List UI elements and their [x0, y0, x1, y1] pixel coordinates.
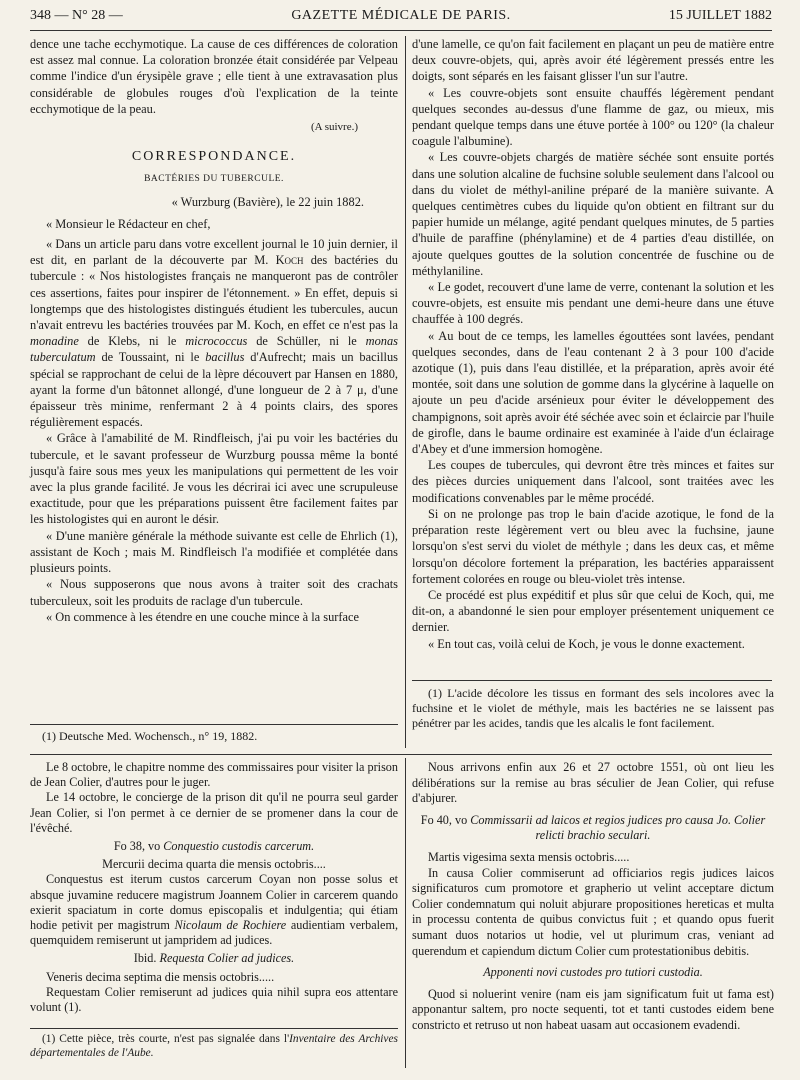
paragraph: « D'une manière générale la méthode suivante est celle de Ehrlich (1), assistant de Koch ; mais M. Rindfleisch l'a modifiée et complétée dans plusieurs points.: [30, 528, 398, 576]
footnote-rule: [412, 680, 772, 681]
paragraph: In causa Colier commiserunt ad officiarios regis judices laicos significaturos cum promotore et grapherio ut velint acceptare dictum Colier condemnatum qui noluit abjurare propositiones hereticas et multa in processu contenta de quibus convictus fuit ; et quando opus fuerit sumant duos notarios ut hodie, vel ut plurimum cras, veniant ad querendum et capiendum dictum Colier cum protestationibus debitis.: [412, 865, 774, 958]
page-number: 348 — N° 28 —: [30, 8, 123, 23]
section-subtitle: BACTÉRIES DU TUBERCULE.: [144, 174, 284, 185]
paragraph: « On commence à les étendre en une couche mince à la surface: [46, 609, 360, 624]
paragraph: « En tout cas, voilà celui de Koch, je vous le donne exactement.: [428, 636, 745, 651]
section-divider: [30, 754, 772, 755]
paragraph: « Le godet, recouvert d'une lame de verre, contenant la solution et les couvre-objets, est ensuite mis pendant une demi-heure dans une étuve chauffée à 100 degrés.: [412, 280, 774, 327]
paragraph: « Nous supposerons que nous avons à traiter soit des crachats tuberculeux, soit les produits de raclage d'un tubercule.: [30, 577, 398, 608]
column-divider: [405, 758, 406, 1068]
left-footnote: (1) Deutsche Med. Wochensch., n° 19, 1882.: [42, 729, 258, 743]
header-rule: [30, 30, 772, 31]
paragraph: d'une lamelle, ce qu'on fait facilement en plaçant un peu de matière entre deux couvre-objets, qui, après avoir été légèrement pressés entre les doigts, sont séparés en les faisant glisser l'un sur l'autre.: [412, 37, 774, 84]
paragraph: Requestam Colier remiserunt ad judices quia nihil supra eos attentare volunt (1).: [30, 984, 398, 1015]
left-column: [30, 36, 398, 625]
issue-date: 15 JUILLET 1882: [668, 8, 772, 23]
paragraph: Veneris decima septima die mensis octobris.....: [46, 969, 275, 984]
right-footnote: (1) L'acide décolore les tissus en formant des sels incolores avec la fuchsine et le violet de méthyle, mais les bactéries ne se laissent pas pénétrer par les acides, tandis que les alcalis le font facilement.: [412, 686, 774, 730]
paragraph: Nous arrivons enfin aux 26 et 27 octobre 1551, où ont lieu les délibérations sur la remise au bras séculier de Jean Colier, qui refuse d'abjurer.: [412, 760, 774, 806]
paragraph: « Grâce à l'amabilité de M. Rindfleisch, j'ai pu voir les bactéries du tubercule, et le savant professeur de Wurzburg poussa même la bonté jusqu'à faire sous mes yeux les manipulations qui permettent de les voir avec la plus grande facilité. Je vous les décrirai ici avec une scrupuleuse exactitude, pour que les préparations puissent être facilement faites par les histologistes qui en auront le désir.: [30, 431, 398, 527]
footnote-rule: [30, 1028, 398, 1029]
journal-title: GAZETTE MÉDICALE DE PARIS.: [291, 8, 511, 23]
paragraph: Si on ne prolonge pas trop le bain d'acide azotique, le fond de la préparation reste légèrement vert ou bleu avec la fuchsine, jaune lorsqu'on s'est servi du violet de méthyle ; dans les deux cas, et même lorsqu'on décolore fortement la préparation, les bactéries apparaissent fortement colorées en rouge ou bleu-violet très intense.: [412, 506, 774, 586]
paragraph: Quod si noluerint venire (nam eis jam significatum fuit ut fama est) apponantur saltem, pro nocte sequenti, tot et tanti custodes eidem bene constricto et retruso ut non habeat uasam aut occasionem evadendi.: [412, 986, 774, 1032]
paragraph: Mercurii decima quarta die mensis octobris....: [102, 857, 326, 872]
section-title: CORRESPONDANCE.: [131, 149, 297, 165]
letter-dateline: « Wurzburg (Bavière), le 22 juin 1882.: [171, 194, 364, 209]
document-heading: Fo 40, vo Commissarii ad laicos et regios judices pro causa Jo. Colier relicti brachio seculari.: [420, 812, 766, 843]
paragraph: Le 14 octobre, le concierge de la prison dit qu'il ne pourra seul garder Jean Colier, si l'on permet à ce dernier de se promener dans la cour de l'évêché.: [30, 790, 398, 835]
document-heading: Fo 38, vo Conquestio custodis carcerum.: [113, 839, 315, 854]
paragraph: « Les couvre-objets sont ensuite chauffés légèrement pendant quelques secondes au-dessus d'une flamme de gaz, ou mieux, mis pendant quelque temps dans une étuve portée à 100° ou 120° (la chaleur coagule l'albumine).: [412, 85, 774, 149]
page-header: [30, 8, 772, 30]
paragraph: Conquestus est iterum custos carcerum Coyan non posse solus et absque juvamine reducere magistrum Joannem Colier in carcerem quando exierit spaciatum in corte domus episcopalis et indulgentia; qui étiam hodie petivit per magistrum Nicolaum de Rochiere audientiam verbalem, quemquidem remiserunt ut jampridem ad judices.: [30, 872, 398, 948]
paragraph: « Les couvre-objets chargés de matière séchée sont ensuite portés dans une solution alcaline de fuchsine soluble seulement dans l'alcool ou dans du violet de méthyl-aniline préparé de la manière suivante. A quelques centimètres cubes du liquide qu'on obtient en filtrant sur du papier humide un mélange, agité pendant quelques minutes, de 5 parties d'huile de paraffine (phénylamine) et de 4 parties d'eau distillée, on ajoute quelques gouttes de la solution concentrée de fuschine ou de méthylaniline.: [412, 150, 774, 278]
paragraph: « Au bout de ce temps, les lamelles égouttées sont lavées, pendant quelques secondes, dans de l'eau contenant 2 à 3 pour 100 d'acide azotique (1), puis dans l'eau distillée, et la préparation, après avoir été montée, soit dans une solution de gomme dans la glycérine à laquelle on ajoute un peu d'acide arsénieux pour éviter le développement des champignons, soit après avoir été séchée avec soin et éclaircie par l'huile de girofle, dans le baume ordinaire est examinée à l'aide d'un éclairage d'Abey et d'une immersion homogène.: [412, 328, 774, 457]
footnote-rule: [30, 724, 398, 725]
column-divider: [405, 36, 406, 748]
paragraph: Ce procédé est plus expéditif et plus sûr que celui de Koch, qui, me dit-on, a abandonné le sien pour employer présentement uniquement ce dernier.: [412, 587, 774, 635]
paragraph: dence une tache ecchymotique. La cause de ces différences de coloration est assez mal connue. La coloration bronzée était considérée par Velpeau comme l'indice d'un érysipèle grave ; elle tient à une extravasation plus considérable de globules rouges d'où l'explication de la teinte ecchymotique de la peau.: [30, 37, 398, 116]
document-heading: Ibid. Requesta Colier ad judices.: [133, 951, 295, 966]
paragraph: Le 8 octobre, le chapitre nomme des commissaires pour visiter la prison de Jean Colier, d'autres pour le juger.: [30, 760, 398, 790]
document-heading: Apponenti novi custodes pro tutiori custodia.: [483, 965, 703, 980]
bottom-left-column: [30, 760, 398, 1015]
to-be-continued: (A suivre.): [310, 121, 358, 134]
bottom-right-column: [412, 760, 774, 1034]
letter-salutation: « Monsieur le Rédacteur en chef,: [46, 216, 211, 231]
paragraph: Martis vigesima sexta mensis octobris.....: [428, 849, 630, 864]
bottom-left-footnote: (1) Cette pièce, très courte, n'est pas signalée dans l'Inventaire des Archives départementales de l'Aube.: [30, 1033, 398, 1059]
right-column: [412, 36, 774, 652]
paragraph: « Dans un article paru dans votre excellent journal le 10 juin dernier, il est dit, en parlant de la découverte par M. Koch des bactéries du tubercule : « Nos histologistes français ne manqueront pas de contrôler ces assertions, faites pour inspirer de l'étonnement. » En effet, depuis si longtemps que des histologistes distingués étudient les tubercules, aucun n'avait entrevu les bactéries trouvées par M. Koch, en effet ce n'est pas la monadine de Klebs, ni le micrococcus de Schüller, ni le monas tuberculatum de Toussaint, ni le bacillus d'Aufrecht; mais un bacillus spécial se rapprochant de celui de la lèpre découvert par Hansen en 1880, ayant la forme d'un bâtonnet allongé, d'une longueur de 2 à 7 μ, d'une épaisseur très minime, renfermant 2 à 4 points clairs, des spores régulièrement espacés.: [30, 237, 399, 430]
paragraph: Les coupes de tubercules, qui devront être très minces et faites sur des pièces durcies uniquement dans l'alcool, sont traitées avec les modifications convenables par le même procédé.: [412, 458, 774, 505]
